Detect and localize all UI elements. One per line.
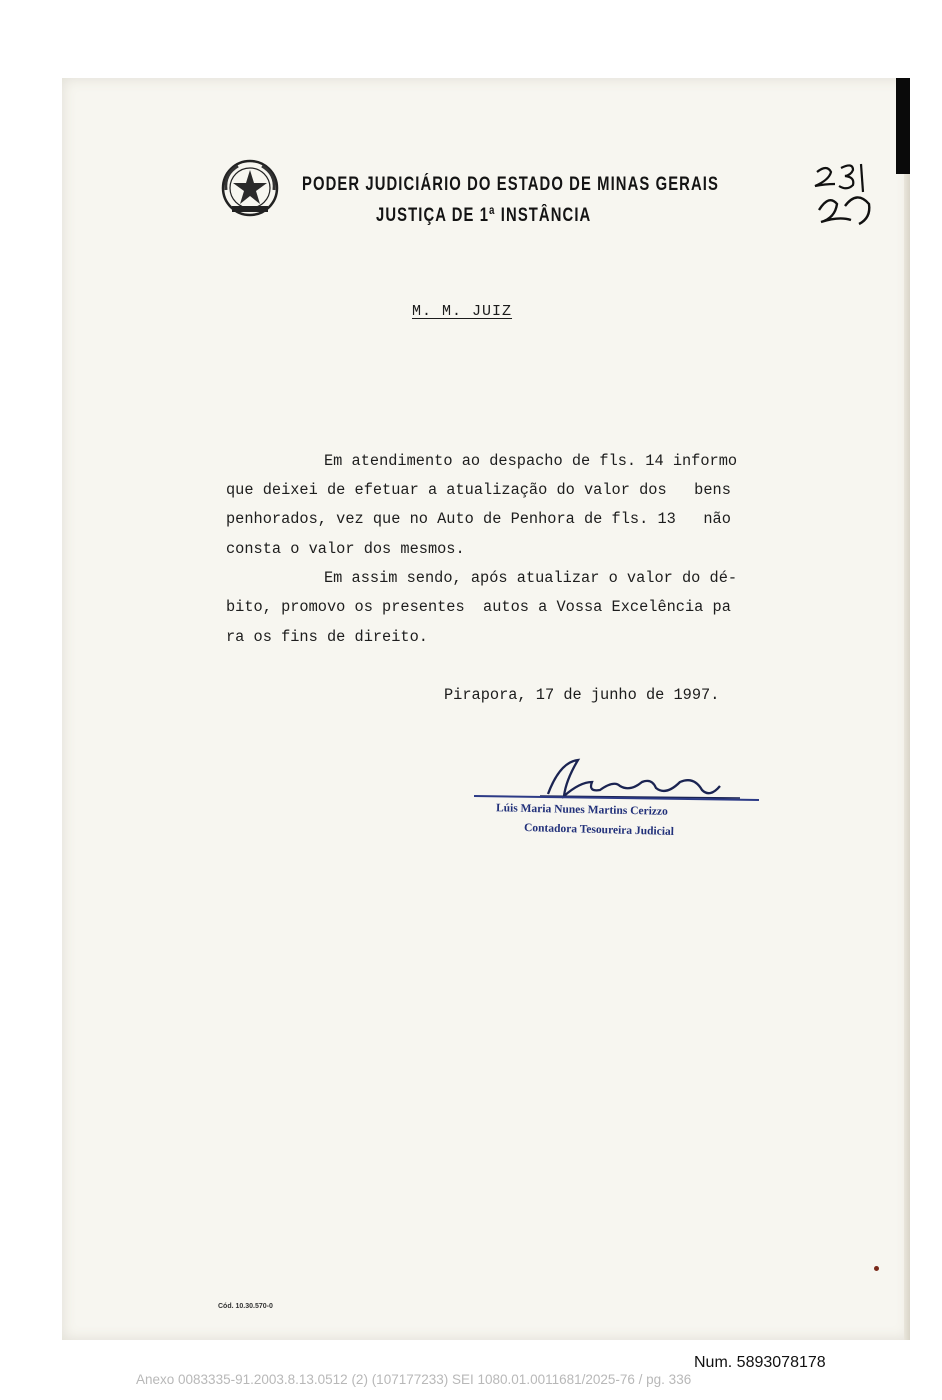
stamp-name: Lúis Maria Nunes Martins Cerizzo (495, 802, 668, 818)
body-line: bito, promovo os presentes autos a Vossa Excelência pa (226, 598, 731, 616)
document-page (62, 78, 910, 1340)
scan-edge-mark (896, 78, 910, 174)
body-line: que deixei de efetuar a atualização do valor dos bens (226, 481, 731, 499)
page-edge (904, 78, 910, 1340)
stamp-title: Contadora Tesoureira Judicial (523, 822, 675, 838)
handwritten-folio-number (805, 160, 875, 232)
body-line: ra os fins de direito. (226, 628, 428, 646)
footer-reference: Anexo 0083335-91.2003.8.13.0512 (2) (107177233) SEI 1080.01.0011681/2025-76 / pg. 336 (136, 1372, 692, 1387)
body-line: Em atendimento ao despacho de fls. 14 informo (324, 452, 738, 470)
court-header-subtitle: JUSTIÇA DE 1ª INSTÂNCIA (376, 205, 592, 226)
salutation: M. M. JUIZ (412, 303, 513, 320)
body-line: consta o valor dos mesmos. (226, 540, 465, 558)
body-line: penhorados, vez que no Auto de Penhora de fls. 13 não (226, 510, 731, 528)
coat-of-arms-icon (218, 158, 282, 220)
document-number: Num. 5893078178 (694, 1354, 826, 1371)
court-header-title: PODER JUDICIÁRIO DO ESTADO DE MINAS GERAIS (302, 174, 719, 195)
form-code: Cód. 10.30.570-0 (218, 1303, 273, 1310)
signature (470, 752, 765, 810)
body-line: Em assim sendo, após atualizar o valor do dé- (324, 569, 738, 587)
date-line: Pirapora, 17 de junho de 1997. (444, 686, 720, 704)
ink-speck (874, 1266, 879, 1271)
